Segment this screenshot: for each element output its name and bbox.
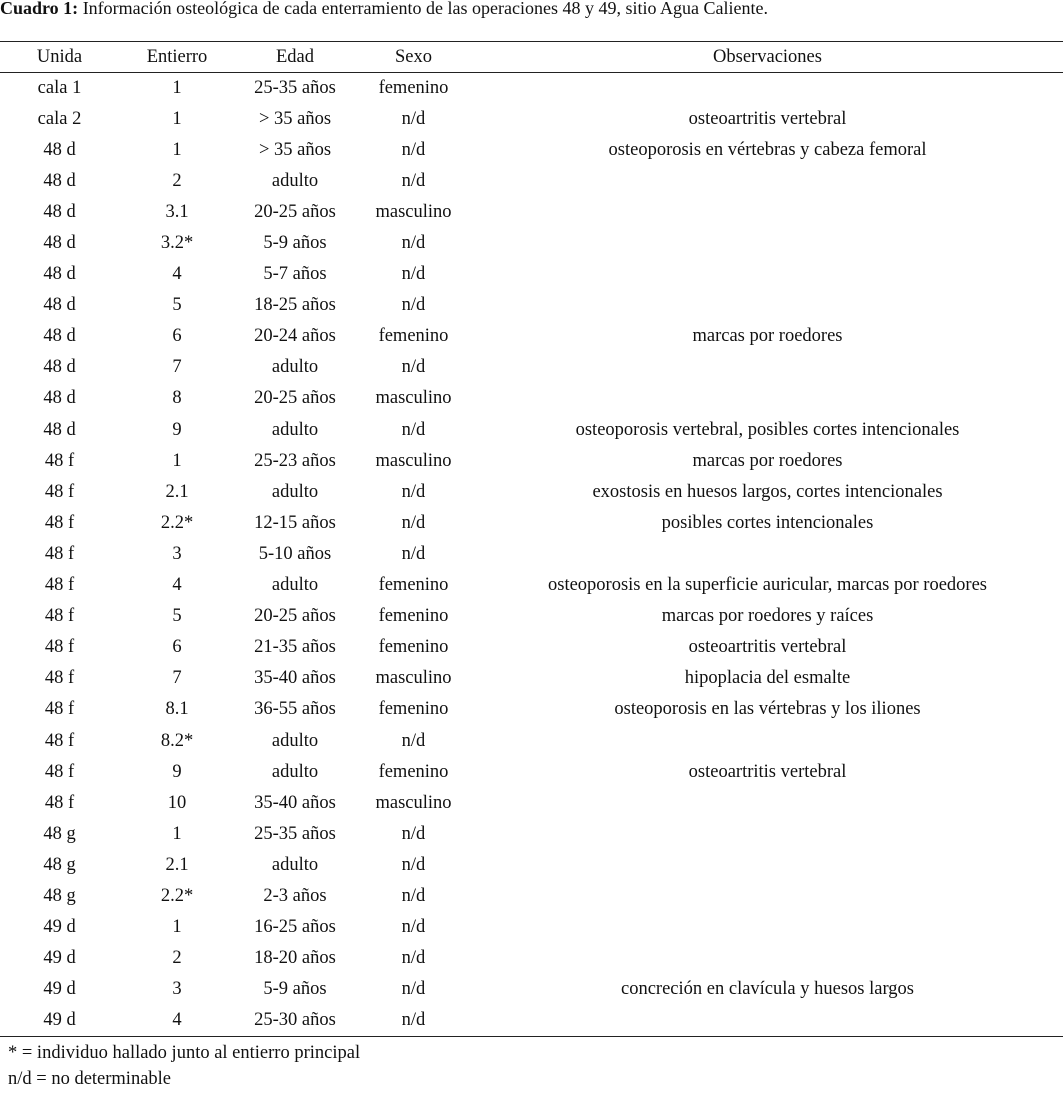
cell-sexo: n/d [401, 512, 426, 533]
cell-entierro: 1 [172, 823, 182, 844]
cell-observaciones [472, 819, 1063, 850]
cell-entierro: 4 [119, 1005, 235, 1036]
cell-entierro: 10 [167, 792, 187, 813]
table-row [0, 446, 1063, 477]
table-header [0, 42, 1063, 73]
table-row [0, 415, 1063, 446]
cell-unidad: 48 f [44, 512, 75, 533]
cell-observaciones [472, 352, 1063, 383]
cell-observaciones: osteoporosis en vértebras y cabeza femoral [608, 139, 927, 160]
cell-unidad: cala 2 [37, 108, 82, 129]
cell-observaciones: posibles cortes intencionales [661, 512, 874, 533]
cell-unidad: 49 d [43, 979, 76, 1000]
cell-unidad: 48 d [43, 139, 76, 160]
cell-sexo: n/d [401, 264, 426, 285]
cell-edad: > 35 años [258, 108, 332, 129]
cell-edad: 5-9 años [263, 979, 327, 1000]
cell-entierro: 1 [172, 139, 182, 160]
cell-entierro: 7 [172, 357, 182, 378]
cell-edad: 20-25 años [254, 388, 336, 409]
cell-edad: 20-25 años [254, 201, 336, 222]
header-unidad: Unida [0, 42, 119, 73]
cell-sexo: n/d [401, 885, 426, 906]
cell-sexo: n/d [401, 979, 426, 1000]
cell-observaciones [472, 259, 1063, 290]
note-nd: n/d = no determinable [8, 1069, 172, 1089]
cell-unidad: 48 d [43, 170, 76, 191]
cell-entierro: 1 [172, 450, 182, 471]
cell-unidad: 48 f [44, 637, 75, 658]
cell-observaciones [472, 788, 1063, 819]
table-row [0, 694, 1063, 725]
cell-unidad: 48 f [44, 730, 75, 751]
cell-entierro: 2.1 [165, 481, 189, 502]
cell-sexo: femenino [378, 326, 449, 347]
table-row [0, 943, 1063, 974]
cell-unidad: 48 d [43, 388, 76, 409]
table-row [0, 1005, 1063, 1036]
cell-observaciones [472, 943, 1063, 974]
table-row [0, 290, 1063, 321]
cell-observaciones: marcas por roedores [692, 326, 843, 347]
cell-edad: 18-25 años [254, 295, 336, 316]
cell-unidad: 48 f [44, 481, 75, 502]
cell-unidad: 48 f [44, 792, 75, 813]
caption-text: Información osteológica de cada enterramiento de las operaciones 48 y 49, sitio Agua Caliente. [78, 0, 768, 18]
cell-observaciones: osteoporosis vertebral, posibles cortes intencionales [575, 419, 960, 440]
table-row [0, 788, 1063, 819]
cell-entierro: 1 [172, 917, 182, 938]
cell-observaciones: osteoporosis en las vértebras y los iliones [614, 699, 921, 720]
cell-entierro: 5 [172, 295, 182, 316]
cell-edad: 25-35 años [254, 823, 336, 844]
cell-edad: 25-30 años [235, 1005, 355, 1036]
cell-edad: 2-3 años [263, 885, 327, 906]
table-row [0, 601, 1063, 632]
caption-label: Cuadro 1: [0, 0, 79, 18]
cell-unidad: 49 d [0, 1005, 119, 1036]
table-body [0, 73, 1063, 1037]
table-row [0, 166, 1063, 197]
table-row [0, 352, 1063, 383]
cell-sexo: n/d [401, 823, 426, 844]
header-observaciones: Observaciones [472, 42, 1063, 73]
table-row [0, 508, 1063, 539]
cell-sexo: n/d [401, 481, 426, 502]
cell-entierro: 3.1 [165, 201, 189, 222]
cell-entierro: 2 [172, 948, 182, 969]
cell-unidad: 48 f [44, 761, 75, 782]
cell-edad: 21-35 años [254, 637, 336, 658]
cell-unidad: 48 d [43, 233, 76, 254]
cell-entierro: 5 [172, 606, 182, 627]
cell-edad: adulto [271, 481, 319, 502]
note-asterisk: * = individuo hallado junto al entierro principal [8, 1043, 361, 1063]
table-row [0, 321, 1063, 352]
table-row [0, 104, 1063, 135]
cell-sexo: femenino [378, 637, 449, 658]
header-edad: Edad [235, 42, 355, 73]
cell-sexo: n/d [401, 543, 426, 564]
table-row [0, 632, 1063, 663]
cell-observaciones [472, 881, 1063, 912]
cell-unidad: 48 f [44, 543, 75, 564]
cell-edad: > 35 años [258, 139, 332, 160]
cell-observaciones [472, 197, 1063, 228]
cell-unidad: 48 d [43, 201, 76, 222]
cell-observaciones: marcas por roedores y raíces [661, 606, 874, 627]
cell-entierro: 4 [172, 264, 182, 285]
cell-entierro: 9 [172, 761, 182, 782]
cell-unidad: 48 d [43, 326, 76, 347]
cell-entierro: 6 [172, 637, 182, 658]
cell-sexo: n/d [401, 854, 426, 875]
cell-unidad: cala 1 [37, 77, 82, 98]
table-row [0, 819, 1063, 850]
cell-observaciones: osteoartritis vertebral [688, 637, 847, 658]
table-row [0, 570, 1063, 601]
cell-entierro: 6 [172, 326, 182, 347]
table-row [0, 477, 1063, 508]
cell-entierro: 9 [172, 419, 182, 440]
cell-unidad: 48 g [43, 885, 76, 906]
table-row [0, 259, 1063, 290]
cell-entierro: 2.2* [160, 885, 194, 906]
table-row [0, 73, 1063, 104]
cell-edad: adulto [271, 575, 319, 596]
table-row [0, 974, 1063, 1005]
cell-sexo: masculino [375, 450, 452, 471]
cell-edad: adulto [271, 761, 319, 782]
cell-entierro: 8.1 [165, 699, 189, 720]
cell-observaciones [472, 539, 1063, 570]
cell-observaciones [472, 912, 1063, 943]
cell-edad: 16-25 años [254, 917, 336, 938]
cell-edad: 20-24 años [254, 326, 336, 347]
cell-sexo: n/d [401, 170, 426, 191]
cell-entierro: 8 [172, 388, 182, 409]
cell-entierro: 8.2* [160, 730, 194, 751]
table-row [0, 383, 1063, 414]
cell-unidad: 48 f [44, 606, 75, 627]
cell-unidad: 48 g [43, 823, 76, 844]
table-row [0, 757, 1063, 788]
cell-sexo: femenino [378, 575, 449, 596]
cell-sexo: femenino [378, 606, 449, 627]
cell-sexo: femenino [378, 761, 449, 782]
table-row [0, 663, 1063, 694]
cell-sexo: masculino [375, 668, 452, 689]
table-row [0, 197, 1063, 228]
cell-observaciones: osteoartritis vertebral [688, 761, 847, 782]
cell-edad: adulto [271, 854, 319, 875]
cell-sexo: n/d [355, 1005, 472, 1036]
cell-observaciones: concreción en clavícula y huesos largos [621, 979, 914, 1000]
cell-sexo: n/d [401, 917, 426, 938]
cell-edad: adulto [271, 357, 319, 378]
header-entierro: Entierro [119, 42, 235, 73]
cell-sexo: n/d [401, 948, 426, 969]
cell-observaciones: osteoartritis vertebral [688, 108, 847, 129]
table-row [0, 725, 1063, 756]
cell-unidad: 48 d [43, 264, 76, 285]
cell-unidad: 48 f [44, 575, 75, 596]
cell-entierro: 4 [172, 575, 182, 596]
cell-sexo: femenino [378, 77, 449, 98]
cell-edad: 5-10 años [258, 543, 332, 564]
cell-edad: 5-9 años [263, 233, 327, 254]
cell-sexo: n/d [401, 108, 426, 129]
cell-entierro: 3 [172, 543, 182, 564]
cell-sexo: n/d [401, 233, 426, 254]
cell-sexo: femenino [378, 699, 449, 720]
cell-entierro: 3.2* [160, 233, 194, 254]
cell-unidad: 48 f [44, 699, 75, 720]
cell-entierro: 1 [172, 77, 182, 98]
cell-observaciones: osteoporosis en la superficie auricular, marcas por roedores [548, 575, 987, 596]
cell-sexo: n/d [401, 419, 426, 440]
cell-sexo: masculino [375, 388, 452, 409]
table-caption [0, 0, 768, 19]
cell-unidad: 48 f [44, 450, 75, 471]
cell-entierro: 2.1 [165, 854, 189, 875]
header-sexo: Sexo [355, 42, 472, 73]
cell-sexo: n/d [401, 730, 426, 751]
cell-unidad: 48 g [43, 854, 76, 875]
cell-observaciones [472, 383, 1063, 414]
cell-entierro: 2 [172, 170, 182, 191]
cell-sexo: masculino [375, 201, 452, 222]
cell-unidad: 48 d [43, 295, 76, 316]
cell-observaciones: exostosis en huesos largos, cortes intencionales [592, 481, 943, 502]
cell-edad: 35-40 años [254, 668, 336, 689]
cell-sexo: n/d [401, 357, 426, 378]
cell-observaciones [472, 228, 1063, 259]
osteology-table [0, 41, 1063, 1037]
cell-sexo: n/d [401, 139, 426, 160]
cell-observaciones [472, 725, 1063, 756]
cell-edad: adulto [271, 419, 319, 440]
cell-edad: adulto [271, 170, 319, 191]
cell-edad: 25-35 años [254, 77, 336, 98]
cell-unidad: 48 d [43, 357, 76, 378]
cell-sexo: masculino [375, 792, 452, 813]
cell-edad: 36-55 años [254, 699, 336, 720]
cell-sexo: n/d [401, 295, 426, 316]
cell-edad: 35-40 años [254, 792, 336, 813]
cell-entierro: 2.2* [160, 512, 194, 533]
cell-entierro: 1 [172, 108, 182, 129]
cell-edad: 25-23 años [254, 450, 336, 471]
table-row [0, 135, 1063, 166]
cell-unidad: 49 d [43, 948, 76, 969]
table-row [0, 881, 1063, 912]
cell-unidad: 48 f [44, 668, 75, 689]
cell-entierro: 7 [172, 668, 182, 689]
cell-edad: 12-15 años [254, 512, 336, 533]
cell-edad: 18-20 años [254, 948, 336, 969]
cell-edad: 20-25 años [254, 606, 336, 627]
table-row [0, 228, 1063, 259]
cell-entierro: 3 [172, 979, 182, 1000]
table-row [0, 850, 1063, 881]
cell-observaciones [472, 166, 1063, 197]
cell-observaciones [472, 1005, 1063, 1036]
table-row [0, 539, 1063, 570]
table-row [0, 912, 1063, 943]
cell-observaciones: marcas por roedores [692, 450, 843, 471]
header-row [0, 42, 1063, 73]
cell-observaciones [472, 850, 1063, 881]
cell-observaciones [472, 73, 1063, 104]
cell-observaciones [472, 290, 1063, 321]
cell-observaciones: hipoplacia del esmalte [684, 668, 851, 689]
cell-unidad: 48 d [43, 419, 76, 440]
cell-edad: adulto [271, 730, 319, 751]
cell-unidad: 49 d [43, 917, 76, 938]
cell-edad: 5-7 años [263, 264, 327, 285]
